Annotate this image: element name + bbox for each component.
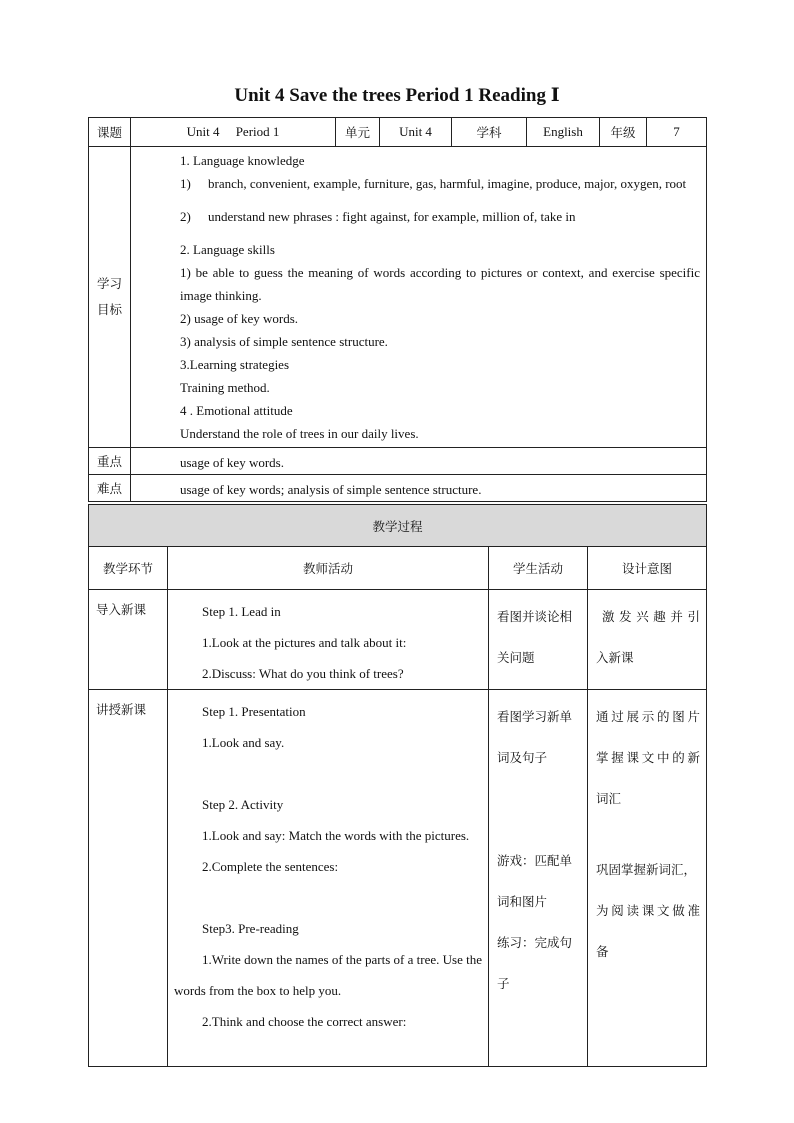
learning-strategies-text: Training method.	[180, 380, 270, 395]
page-title: Unit 4 Save the trees Period 1 Reading Ⅰ	[234, 85, 560, 106]
difficult-points-row	[89, 475, 707, 502]
goals-label-line-2: 目标	[96, 302, 122, 317]
teach-step-2: Step 2. Activity	[202, 797, 284, 812]
topic-value: Unit 4 Period 1	[131, 118, 336, 147]
language-skills-title: 2. Language skills	[180, 242, 275, 257]
teach-student-line-4: 词和图片	[497, 894, 548, 909]
teach-step-2-item-2: 2.Complete the sentences:	[202, 859, 339, 874]
emotional-attitude-text: Understand the role of trees in our daily lives.	[180, 426, 419, 441]
teach-phase: 讲授新课	[89, 690, 168, 1067]
difficult-points-text: usage of key words; analysis of simple sentence structure.	[131, 475, 707, 502]
col-design: 设计意图	[588, 547, 707, 590]
intro-student-line-2: 关问题	[497, 650, 535, 665]
language-knowledge-title: 1. Language knowledge	[180, 153, 305, 168]
teach-step-1: Step 1. Presentation	[202, 704, 306, 719]
lesson-header-row	[89, 118, 707, 147]
teach-step-1-item-1: 1.Look and say.	[202, 735, 285, 750]
intro-teacher-activity	[168, 590, 489, 690]
intro-step-1-item-1: 1.Look at the pictures and talk about it:	[202, 635, 407, 650]
teach-student-line-2: 词及句子	[497, 750, 548, 765]
teach-student-line-6: 子	[497, 976, 510, 991]
language-knowledge-item-1: 1) branch, convenient, example, furniture, gas, harmful, imagine, produce, major, oxygen, root	[180, 176, 687, 191]
teach-student-line-5: 练习：完成句	[497, 935, 573, 950]
unit-label: 单元	[336, 118, 380, 147]
teach-design-line-6: 备	[596, 944, 609, 959]
intro-design-line-2: 入新课	[596, 650, 634, 665]
teach-design-line-4: 巩固掌握新词汇，	[596, 862, 697, 877]
teach-design-intent	[588, 690, 707, 1067]
learning-strategies-title: 3.Learning strategies	[180, 357, 290, 372]
language-skills-item-1: 1) be able to guess the meaning of words according to pictures or context, and exercise specific image thinking.	[180, 265, 700, 303]
emotional-attitude-title: 4 . Emotional attitude	[180, 403, 293, 418]
language-skills-item-3: 3) analysis of simple sentence structure.	[180, 334, 388, 349]
grade-label: 年级	[600, 118, 647, 147]
teaching-process-title: 教学过程	[89, 505, 707, 547]
teach-step-3-item-2: 2.Think and choose the correct answer:	[202, 1014, 407, 1029]
intro-row	[89, 590, 707, 690]
goals-label-line-1: 学习	[96, 276, 122, 291]
intro-phase: 导入新课	[89, 590, 168, 690]
teach-design-line-3: 词汇	[596, 791, 622, 806]
teach-design-line-1: 通过展示的图片	[596, 709, 701, 724]
teaching-process-table	[88, 504, 707, 1067]
learning-goals-row	[89, 147, 707, 448]
teach-step-3: Step3. Pre-reading	[202, 921, 299, 936]
subject-value: English	[527, 118, 600, 147]
key-points-text: usage of key words.	[131, 448, 707, 475]
teach-step-3-item-1: 1.Write down the names of the parts of a tree. Use the words from the box to help you.	[174, 952, 482, 998]
unit-value: Unit 4	[380, 118, 452, 147]
teach-student-line-1: 看图学习新单	[497, 709, 573, 724]
intro-design-line-1: 激发兴趣并引	[602, 609, 701, 624]
teach-student-activity	[489, 690, 588, 1067]
language-knowledge-item-2: 2) understand new phrases : fight against, for example, million of, take in	[180, 209, 576, 224]
key-points-row	[89, 448, 707, 475]
lesson-info-table	[88, 117, 707, 502]
intro-step-1-item-2: 2.Discuss: What do you think of trees?	[202, 666, 404, 681]
teaching-process-band	[89, 505, 707, 547]
teach-student-line-3: 游戏：匹配单	[497, 853, 573, 868]
difficult-points-label: 难点	[89, 475, 131, 502]
teach-row	[89, 690, 707, 1067]
intro-design-intent	[588, 590, 707, 690]
learning-goals-content	[131, 147, 707, 448]
teach-step-2-item-1: 1.Look and say: Match the words with the pictures.	[202, 828, 470, 843]
teach-design-line-5: 为阅读课文做准	[596, 903, 701, 918]
learning-goals-label	[89, 147, 131, 448]
intro-step-1: Step 1. Lead in	[202, 604, 281, 619]
key-points-label: 重点	[89, 448, 131, 475]
col-teacher: 教师活动	[168, 547, 489, 590]
grade-value: 7	[647, 118, 707, 147]
language-skills-item-2: 2) usage of key words.	[180, 311, 299, 326]
topic-label: 课题	[89, 118, 131, 147]
teach-design-line-2: 掌握课文中的新	[596, 750, 701, 765]
intro-student-activity	[489, 590, 588, 690]
teach-teacher-activity	[168, 690, 489, 1067]
process-header-row	[89, 547, 707, 590]
col-phase: 教学环节	[89, 547, 168, 590]
col-student: 学生活动	[489, 547, 588, 590]
intro-student-line-1: 看图并谈论相	[497, 609, 573, 624]
subject-label: 学科	[452, 118, 527, 147]
